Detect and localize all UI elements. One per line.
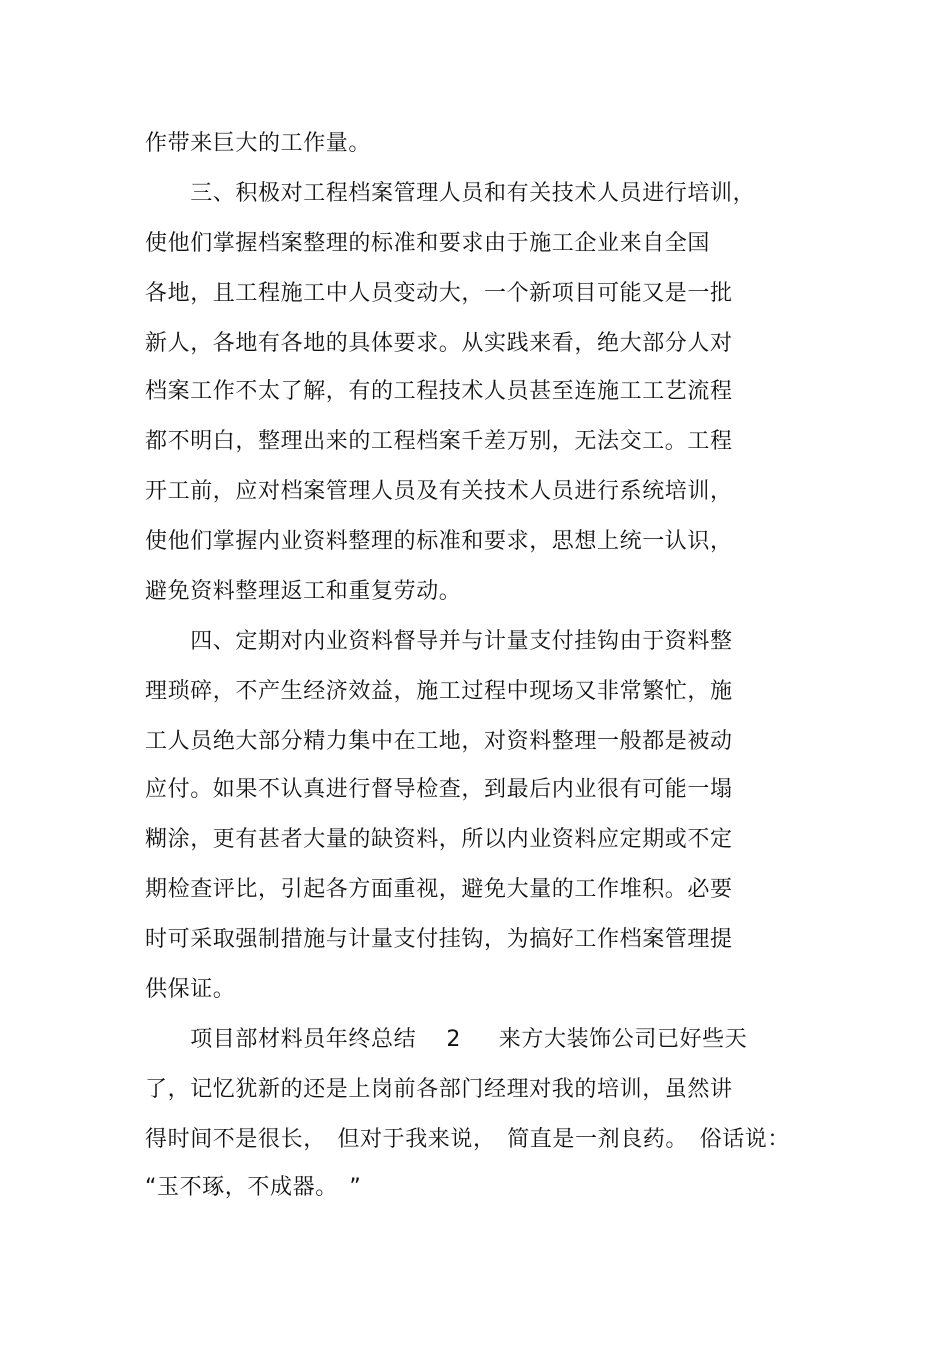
- text-line-7: 都不明白，整理出来的工程档案千差万别，无法交工。工程: [145, 429, 733, 454]
- text-line-12: 理琐碎，不产生经济效益，施工过程中现场又非常繁忙，施: [145, 679, 733, 704]
- text-line-17: 时可采取强制措施与计量支付挂钩，为搞好工作档案管理提: [145, 927, 733, 952]
- text-line-10: 避免资料整理返工和重复劳动。: [145, 579, 462, 604]
- text-line-9: 使他们掌握内业资料整理的标准和要求，思想上统一认识，: [145, 529, 733, 554]
- text-line-20: 了，记忆犹新的还是上岗前各部门经理对我的培训，虽然讲: [145, 1077, 733, 1102]
- text-line-4: 各地，且工程施工中人员变动大，一个新项目可能又是一批: [145, 281, 733, 306]
- text-line-19: 项目部材料员年终总结 2 来方大装饰公司已好些天: [145, 1027, 748, 1052]
- text-line-21: 得时间不是很长， 但对于我来说， 简直是一剂良药。 俗话说：: [145, 1127, 791, 1152]
- text-line-13: 工人员绝大部分精力集中在工地，对资料整理一般都是被动: [145, 729, 733, 754]
- text-line-3: 使他们掌握档案整理的标准和要求由于施工企业来自全国: [145, 231, 711, 256]
- text-line-14: 应付。如果不认真进行督导检查，到最后内业很有可能一塌: [145, 777, 733, 802]
- text-line-2: 三、积极对工程档案管理人员和有关技术人员进行培训，: [145, 181, 756, 206]
- text-line-1: 作带来巨大的工作量。: [145, 131, 372, 156]
- text-line-16: 期检查评比，引起各方面重视，避免大量的工作堆积。必要: [145, 877, 733, 902]
- text-line-22: “玉不琢，不成器。 ”: [145, 1175, 362, 1200]
- text-line-5: 新人，各地有各地的具体要求。从实践来看，绝大部分人对: [145, 331, 733, 356]
- text-line-6: 档案工作不太了解，有的工程技术人员甚至连施工工艺流程: [145, 379, 733, 404]
- text-line-11: 四、定期对内业资料督导并与计量支付挂钩由于资料整: [145, 629, 733, 654]
- text-line-8: 开工前，应对档案管理人员及有关技术人员进行系统培训，: [145, 479, 733, 504]
- text-line-18: 供保证。: [145, 977, 236, 1002]
- text-line-15: 糊涂，更有甚者大量的缺资料，所以内业资料应定期或不定: [145, 827, 733, 852]
